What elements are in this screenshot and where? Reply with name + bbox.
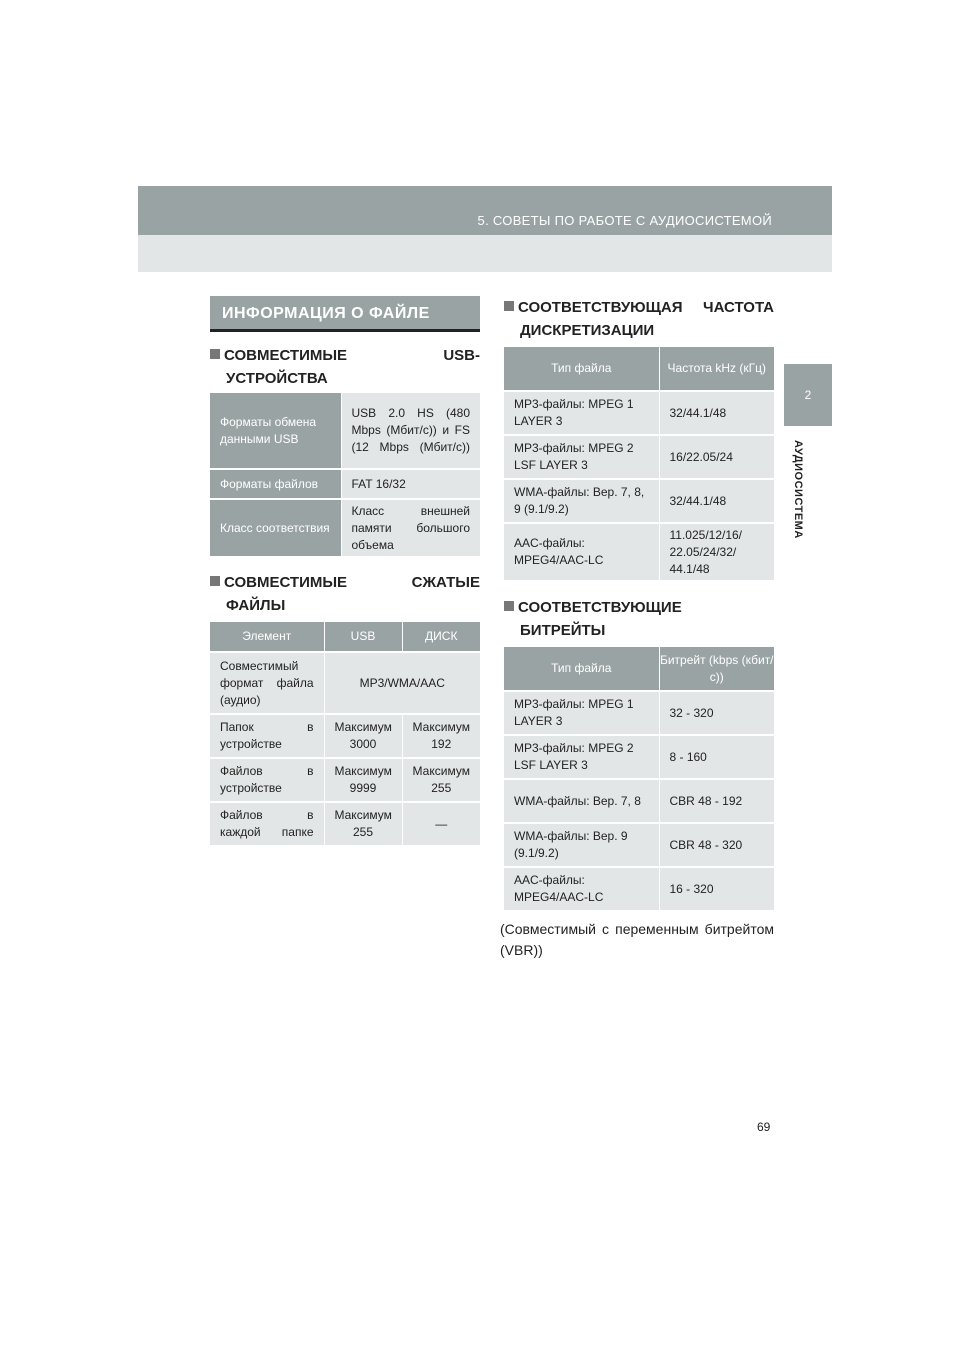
column-header: Битрейт (kbps (кбит/с)) xyxy=(659,647,774,691)
sampling-rate-heading xyxy=(504,296,774,342)
table-value-cell: Максимум 255 xyxy=(324,802,402,846)
table-value-cell: — xyxy=(402,802,480,846)
file-type-cell: MP3-файлы: MPEG 1 LAYER 3 xyxy=(504,391,659,435)
file-type-cell: WMA-файлы: Вер. 9 (9.1/9.2) xyxy=(504,823,659,867)
table-value-cell: CBR 48 - 192 xyxy=(659,779,774,823)
table-value-cell: Максимум 9999 xyxy=(324,758,402,802)
table-value-cell: CBR 48 - 320 xyxy=(659,823,774,867)
table-item-cell: Совместимый формат файла (аудио) xyxy=(210,652,324,714)
table-value-cell: 32/44.1/48 xyxy=(659,391,774,435)
bullet-square-icon xyxy=(504,301,514,311)
table-value-cell: FAT 16/32 xyxy=(341,469,480,499)
chapter-tab xyxy=(784,364,832,426)
file-type-cell: AAC-файлы: MPEG4/AAC-LC xyxy=(504,523,659,581)
table-label-cell: Класс соответствия xyxy=(210,499,341,557)
table-value-cell: USB 2.0 HS (480 Mbps (Мбит/с)) и FS (12 Mbps (Мбит/с)) xyxy=(341,393,480,469)
chapter-title: 5. СОВЕТЫ ПО РАБОТЕ С АУДИОСИСТЕМОЙ xyxy=(477,213,772,228)
heading-text: СООТВЕТСТВУЮЩАЯ xyxy=(518,299,683,316)
heading-text: БИТРЕЙТЫ xyxy=(520,622,606,639)
heading-text: УСТРОЙСТВА xyxy=(226,370,328,387)
table-value-cell: 8 - 160 xyxy=(659,735,774,779)
column-header: Элемент xyxy=(210,622,324,652)
table-value-cell: MP3/WMA/AAC xyxy=(324,652,480,714)
chapter-number: 2 xyxy=(804,388,812,402)
file-type-cell: WMA-файлы: Вер. 7, 8, 9 (9.1/9.2) xyxy=(504,479,659,523)
table-item-cell: Папок в устройстве xyxy=(210,714,324,758)
section-title: ИНФОРМАЦИЯ О ФАЙЛЕ xyxy=(222,305,430,322)
column-header: Тип файла xyxy=(504,647,659,691)
file-type-cell: WMA-файлы: Вер. 7, 8 xyxy=(504,779,659,823)
heading-text: ЧАСТОТА xyxy=(703,299,774,316)
heading-text: СООТВЕТСТВУЮЩИЕ xyxy=(518,599,682,616)
table-row xyxy=(504,523,774,581)
vbr-note: (Совместимый с переменным битрейтом (VBR)) xyxy=(500,921,774,958)
table-header-row xyxy=(504,347,774,391)
sampling-rate-table xyxy=(504,347,774,582)
bitrates-heading xyxy=(504,596,774,642)
table-row xyxy=(210,652,480,714)
heading-text: ДИСКРЕТИЗАЦИИ xyxy=(520,322,655,339)
chapter-tab-label: АУДИОСИСТЕМА xyxy=(792,440,804,539)
file-type-cell: AAC-файлы: MPEG4/AAC-LC xyxy=(504,867,659,911)
chapter-header xyxy=(138,186,832,235)
compressed-files-heading xyxy=(210,571,480,617)
table-value-cell: Класс внешней памяти большого объема xyxy=(341,499,480,557)
bitrates-table xyxy=(504,647,774,912)
table-row xyxy=(210,469,480,499)
table-row xyxy=(504,867,774,911)
table-label-cell: Форматы обмена данными USB xyxy=(210,393,341,469)
table-row xyxy=(504,823,774,867)
table-row xyxy=(210,393,480,469)
table-row xyxy=(210,758,480,802)
bullet-square-icon xyxy=(504,601,514,611)
table-value-cell: Максимум 3000 xyxy=(324,714,402,758)
table-item-cell: Файлов в каждой папке xyxy=(210,802,324,846)
table-row xyxy=(210,499,480,557)
heading-text: ФАЙЛЫ xyxy=(226,597,286,614)
bullet-square-icon xyxy=(210,576,220,586)
table-value-cell: 32/44.1/48 xyxy=(659,479,774,523)
page-number: 69 xyxy=(757,1120,771,1134)
usb-devices-table xyxy=(210,393,480,558)
section-banner xyxy=(210,296,480,332)
table-value-cell: Максимум 255 xyxy=(402,758,480,802)
table-header-row xyxy=(504,647,774,691)
table-row xyxy=(504,691,774,735)
table-row xyxy=(504,479,774,523)
heading-text: СЖАТЫЕ xyxy=(411,574,480,591)
column-header: USB xyxy=(324,622,402,652)
table-row xyxy=(504,735,774,779)
table-label-cell: Форматы файлов xyxy=(210,469,341,499)
usb-devices-heading xyxy=(210,344,480,390)
table-row xyxy=(504,435,774,479)
column-header: Тип файла xyxy=(504,347,659,391)
table-row xyxy=(504,391,774,435)
table-row xyxy=(210,802,480,846)
table-row xyxy=(210,714,480,758)
bullet-square-icon xyxy=(210,349,220,359)
heading-text: СОВМЕСТИМЫЕ xyxy=(224,574,348,591)
table-value-cell: 16/22.05/24 xyxy=(659,435,774,479)
table-item-cell: Файлов в устройстве xyxy=(210,758,324,802)
file-type-cell: MP3-файлы: MPEG 1 LAYER 3 xyxy=(504,691,659,735)
table-value-cell: 11.025/12/16/ 22.05/24/32/ 44.1/48 xyxy=(659,523,774,581)
heading-text: СОВМЕСТИМЫЕ xyxy=(224,347,348,364)
table-header-row xyxy=(210,622,480,652)
compressed-files-table xyxy=(210,622,480,847)
table-value-cell: Максимум 192 xyxy=(402,714,480,758)
table-row xyxy=(504,779,774,823)
table-value-cell: 32 - 320 xyxy=(659,691,774,735)
file-type-cell: MP3-файлы: MPEG 2 LSF LAYER 3 xyxy=(504,435,659,479)
column-header: Частота kHz (кГц) xyxy=(659,347,774,391)
heading-text: USB- xyxy=(443,347,480,364)
table-value-cell: 16 - 320 xyxy=(659,867,774,911)
column-header: ДИСК xyxy=(402,622,480,652)
file-type-cell: MP3-файлы: MPEG 2 LSF LAYER 3 xyxy=(504,735,659,779)
